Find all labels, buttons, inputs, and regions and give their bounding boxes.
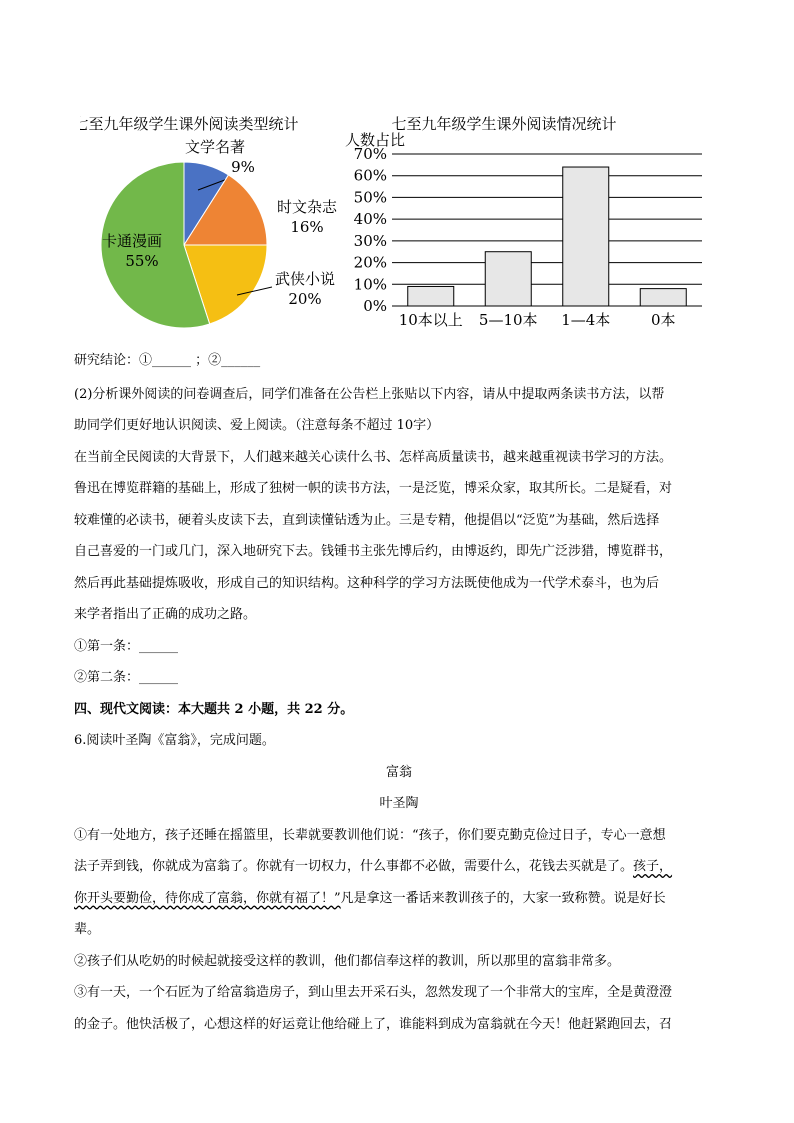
- story-p1-line-2: [74, 851, 724, 883]
- charts-svg: [80, 108, 720, 338]
- bar: [485, 252, 531, 306]
- bar: [408, 286, 454, 306]
- passage-line-2: 鲁迅在博览群籍的基础上，形成了独树一帜的读书方法，一是泛览，博采众家，取其所长。二是疑看，对: [74, 481, 673, 496]
- pie-label: 卡通漫画: [101, 232, 163, 250]
- story-p3-line-1: ③有一天，一个石匠为了给富翁造房子，到山里去开采石头，忽然发现了一个非常大的宝库，全是黄澄澄: [74, 985, 673, 1000]
- y-tick-label: 30%: [353, 231, 387, 250]
- bar: [640, 289, 686, 306]
- y-tick-label: 10%: [353, 275, 387, 294]
- passage-line-4: 自己喜爱的一门或几门，深入地研究下去。钱锺书主张先博后约，由博返约，即先广泛涉猎，博览群书，: [74, 544, 673, 559]
- story-p1-line-3-b: 凡是拿这一番话来教训孩子的，大家一致称赞。说是好长: [340, 890, 666, 906]
- story-p2-line-1: ②孩子们从吃奶的时候起就接受这样的教训，他们都信奉这样的教训，所以那里的富翁非常多。: [74, 953, 621, 969]
- pie-label: 武侠小说: [274, 270, 336, 288]
- story-title: 富翁: [385, 764, 412, 780]
- charts-area: [80, 108, 720, 338]
- story-p1-underlined-1: 孩子，: [633, 859, 673, 874]
- section-4-heading: 四、现代文阅读：本大题共 2 小题，共 22 分。: [74, 701, 354, 717]
- answer-item-1: ①第一条：______: [74, 638, 179, 654]
- pie-value-label: 20%: [288, 290, 322, 308]
- question-6: 6.阅读叶圣陶《富翁》，完成问题。: [74, 733, 275, 748]
- y-tick-label: 70%: [353, 145, 387, 163]
- pie-chart-title: 七至九年级学生课外阅读类型统计: [80, 115, 299, 133]
- research-conclusion: 研究结论：①______ ；②______: [74, 353, 261, 368]
- pie-label: 时文杂志: [276, 198, 338, 216]
- bar-chart-ylabel: 人数占比: [344, 131, 406, 149]
- pie-value-label: 55%: [125, 252, 159, 270]
- text-body: [74, 345, 724, 1040]
- y-tick-label: 40%: [353, 210, 387, 229]
- y-tick-label: 50%: [353, 188, 387, 207]
- x-tick-label: 0本: [650, 311, 676, 329]
- pie-chart: [101, 138, 338, 328]
- pie-value-label: 9%: [231, 158, 255, 176]
- passage-line-3: 较难懂的必读书，硬着头皮读下去，直到读懂钻透为止。三是专精，他提倡以“泛览”为基础，然后选择: [74, 512, 660, 528]
- passage-line-5: 然后再此基础提炼吸收，形成自己的知识结构。这种科学的学习方法既使他成为一代学术泰斗，也为后: [74, 575, 660, 591]
- story-p1-line-2-a: 法子弄到钱，你就成为富翁了。你就有一切权力，什么事都不必做，需要什么，花钱去买就是了。: [74, 859, 634, 874]
- pie-value-label: 16%: [290, 218, 324, 236]
- x-tick-label: 5—10本: [478, 311, 538, 329]
- pie-label: 文学名著: [184, 138, 246, 156]
- bar: [563, 167, 609, 306]
- question-2-line-2: 助同学们更好地认识阅读、爱上阅读。（注意每条不超过 10字）: [74, 418, 440, 433]
- bar-chart-title: 七至九年级学生课外阅读情况统计: [391, 115, 617, 133]
- story-p1-line-4: 辈。: [74, 922, 101, 937]
- bar-chart: [354, 145, 702, 329]
- story-p3-line-2: 的金子。他快活极了，心想这样的好运竟让他给碰上了，谁能料到成为富翁就在今天！他赶紧跑回去，召: [74, 1016, 673, 1032]
- story-p1-underlined-2: 你开头要勤俭，待你成了富翁，你就有福了！”: [74, 890, 341, 906]
- answer-item-2: ②第二条：______: [74, 670, 179, 685]
- y-tick-label: 20%: [353, 253, 387, 272]
- question-2-line-1: (2)分析课外阅读的问卷调查后，同学们准备在公告栏上张贴以下内容，请从中提取两条读书方法，以帮: [74, 386, 665, 402]
- story-p1-line-1: ①有一处地方，孩子还睡在摇篮里，长辈就要教训他们说：“孩子，你们要克勤克俭过日子，专心一意想: [74, 827, 666, 843]
- y-tick-label: 60%: [353, 166, 387, 185]
- x-tick-label: 10本以上: [398, 311, 463, 329]
- story-author: 叶圣陶: [379, 796, 419, 811]
- passage-line-6: 来学者指出了正确的成功之路。: [74, 607, 257, 622]
- x-tick-label: 1—4本: [561, 311, 611, 329]
- y-tick-label: 0%: [363, 297, 387, 315]
- passage-line-1: 在当前全民阅读的大背景下，人们越来越关心读什么书、怎样高质量读书，越来越重视读书学习的方法。: [74, 449, 673, 465]
- story-p1-line-3: [74, 883, 724, 915]
